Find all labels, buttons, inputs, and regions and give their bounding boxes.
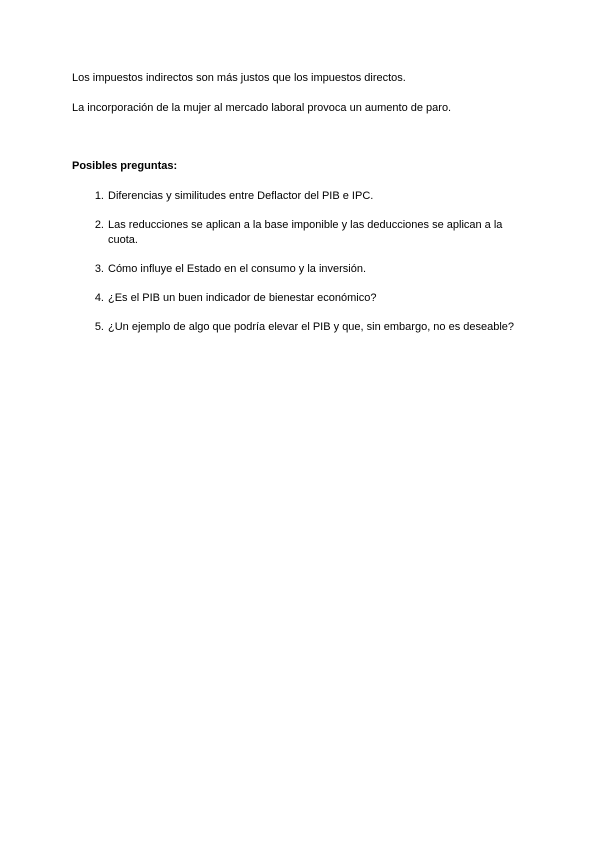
statement-women-labor: La incorporación de la mujer al mercado laboral provoca un aumento de paro. bbox=[72, 102, 452, 114]
question-number: 4. bbox=[94, 292, 104, 304]
question-text: ¿Es el PIB un buen indicador de bienestar económico? bbox=[108, 292, 377, 304]
question-text: Cómo influye el Estado en el consumo y la inversión. bbox=[108, 263, 367, 275]
question-item bbox=[72, 262, 532, 277]
question-item bbox=[72, 218, 532, 248]
questions-heading: Posibles preguntas: bbox=[72, 160, 178, 172]
question-text: Las reducciones se aplican a la base imponible y las deducciones se aplican a la cuota. bbox=[108, 219, 503, 246]
question-number: 2. bbox=[94, 219, 104, 231]
question-number: 5. bbox=[94, 321, 104, 333]
question-item bbox=[72, 291, 532, 306]
question-number: 3. bbox=[94, 263, 104, 275]
question-item bbox=[72, 189, 532, 204]
question-text: Diferencias y similitudes entre Deflactor del PIB e IPC. bbox=[108, 190, 374, 202]
question-text: ¿Un ejemplo de algo que podría elevar el PIB y que, sin embargo, no es deseable? bbox=[108, 321, 515, 333]
question-number: 1. bbox=[94, 190, 104, 202]
statement-indirect-taxes: Los impuestos indirectos son más justos que los impuestos directos. bbox=[72, 72, 406, 84]
question-item bbox=[72, 320, 532, 335]
